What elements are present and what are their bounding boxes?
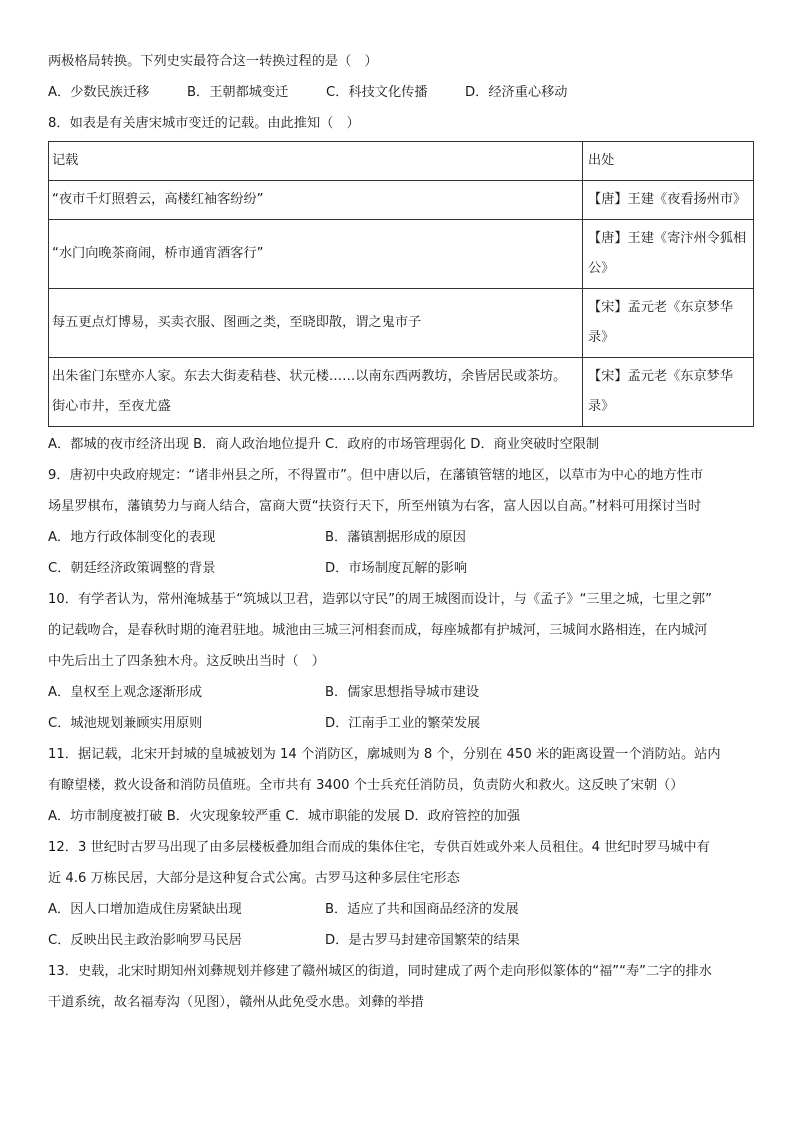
q11-options: A．坊市制度被打破 B．火灾现象较严重 C．城市职能的发展 D．政府管控的加强 — [48, 809, 521, 824]
q7-stem-tail: 两极格局转换。下列史实最符合这一转换过程的是（ ） — [48, 54, 378, 69]
q10-options-row-2 — [48, 714, 754, 734]
q12-stem-line-2: 近 4.6 万栋民居，大部分是这种复合式公寓。古罗马这种多层住宅形态 — [48, 871, 460, 886]
q8-stem: 8．如表是有关唐宋城市变迁的记载。由此推知（ ） — [48, 116, 360, 131]
q10-option-d: D．江南手工业的繁荣发展 — [325, 716, 481, 731]
q8-records-table — [48, 141, 754, 427]
q7-options — [48, 83, 754, 103]
q9-option-d: D．市场制度瓦解的影响 — [325, 561, 468, 576]
record-cell: “夜市千灯照碧云，高楼红袖客纷纷” — [49, 181, 583, 220]
q12-options-row-2 — [48, 931, 754, 951]
q9-stem-line-2: 场星罗棋布，藩镇势力与商人结合，富商大贾“扶资行天下，所至州镇为右客，富人因以自高。”材料可用探讨当时 — [48, 499, 702, 514]
q12-option-c: C．反映出民主政治影响罗马民居 — [48, 933, 242, 948]
q10-option-a: A．皇权至上观念逐渐形成 — [48, 685, 203, 700]
record-cell: 每五更点灯博易，买卖衣服、图画之类，至晓即散，谓之鬼市子 — [49, 289, 583, 358]
q9-options-row-2 — [48, 559, 754, 579]
q11-stem-line-1: 11．据记载，北宋开封城的皇城被划为 14 个消防区，廓城则为 8 个，分别在 450 米的距离设置一个消防站。站内 — [48, 747, 721, 762]
exam-page — [48, 52, 754, 1024]
q10-option-c: C．城池规划兼顾实用原则 — [48, 716, 203, 731]
source-cell: 【宋】孟元老《东京梦华录》 — [582, 358, 753, 427]
q12-options-row-1 — [48, 900, 754, 920]
q10-stem-line-2: 的记载吻合，是春秋时期的淹君驻地。城池由三城三河相套而成，每座城都有护城河，三城间水路相连，在内城河 — [48, 623, 708, 638]
q9-option-c: C．朝廷经济政策调整的背景 — [48, 561, 216, 576]
table-header-row — [49, 142, 754, 181]
source-cell: 【唐】王建《夜看扬州市》 — [582, 181, 753, 220]
table-row — [49, 220, 754, 289]
q7-option-a: A．少数民族迁移 — [48, 85, 150, 100]
q11-stem-line-2: 有瞭望楼，救火设备和消防员值班。全市共有 3400 个士兵充任消防员，负责防火和救火。这反映了宋朝（） — [48, 778, 684, 793]
record-cell: 出朱雀门东壁亦人家。东去大街麦秸巷、状元楼……以南东西两教坊，余皆居民或茶坊。街心市井，至夜尤盛 — [49, 358, 583, 427]
table-row — [49, 358, 754, 427]
q12-option-b: B．适应了共和国商品经济的发展 — [325, 902, 519, 917]
q10-options-row-1 — [48, 683, 754, 703]
q10-stem-line-3: 中先后出土了四条独木舟。这反映出当时（ ） — [48, 654, 325, 669]
q12-option-d: D．是古罗马封建帝国繁荣的结果 — [325, 933, 520, 948]
q12-stem-line-1: 12．3 世纪时古罗马出现了由多层楼板叠加组合而成的集体住宅，专供百姓或外来人员租住。4 世纪时罗马城中有 — [48, 840, 710, 855]
q9-options-row-1 — [48, 528, 754, 548]
q10-stem-line-1: 10．有学者认为，常州淹城基于“筑城以卫君，造郭以守民”的周王城图而设计，与《孟子》“三里之城，七里之郭” — [48, 592, 712, 607]
q7-option-d: D．经济重心移动 — [465, 85, 568, 100]
source-cell: 【唐】王建《寄汴州令狐相公》 — [582, 220, 753, 289]
q9-option-a: A．地方行政体制变化的表现 — [48, 530, 216, 545]
header-source: 出处 — [582, 142, 753, 181]
q8-options: A．都城的夜市经济出现 B．商人政治地位提升 C．政府的市场管理弱化 D．商业突破时空限制 — [48, 437, 600, 452]
source-cell: 【宋】孟元老《东京梦华录》 — [582, 289, 753, 358]
q9-stem-line-1: 9．唐初中央政府规定：“诸非州县之所，不得置市”。但中唐以后，在藩镇管辖的地区，以草市为中心的地方性市 — [48, 468, 704, 483]
header-record: 记载 — [49, 142, 583, 181]
q12-option-a: A．因人口增加造成住房紧缺出现 — [48, 902, 242, 917]
table-row — [49, 289, 754, 358]
q9-option-b: B．藩镇割据形成的原因 — [325, 530, 466, 545]
q7-option-c: C．科技文化传播 — [326, 85, 428, 100]
q10-option-b: B．儒家思想指导城市建设 — [325, 685, 480, 700]
q13-stem-line-1: 13．史载，北宋时期知州刘彝规划并修建了赣州城区的街道，同时建成了两个走向形似篆体的“福”“寿”二字的排水 — [48, 964, 712, 979]
table-row — [49, 181, 754, 220]
q7-option-b: B．王朝都城变迁 — [187, 85, 289, 100]
q13-stem-line-2: 干道系统，故名福寿沟（见图），赣州从此免受水患。刘彝的举措 — [48, 995, 424, 1010]
record-cell: “水门向晚茶商闹，桥市通宵酒客行” — [49, 220, 583, 289]
